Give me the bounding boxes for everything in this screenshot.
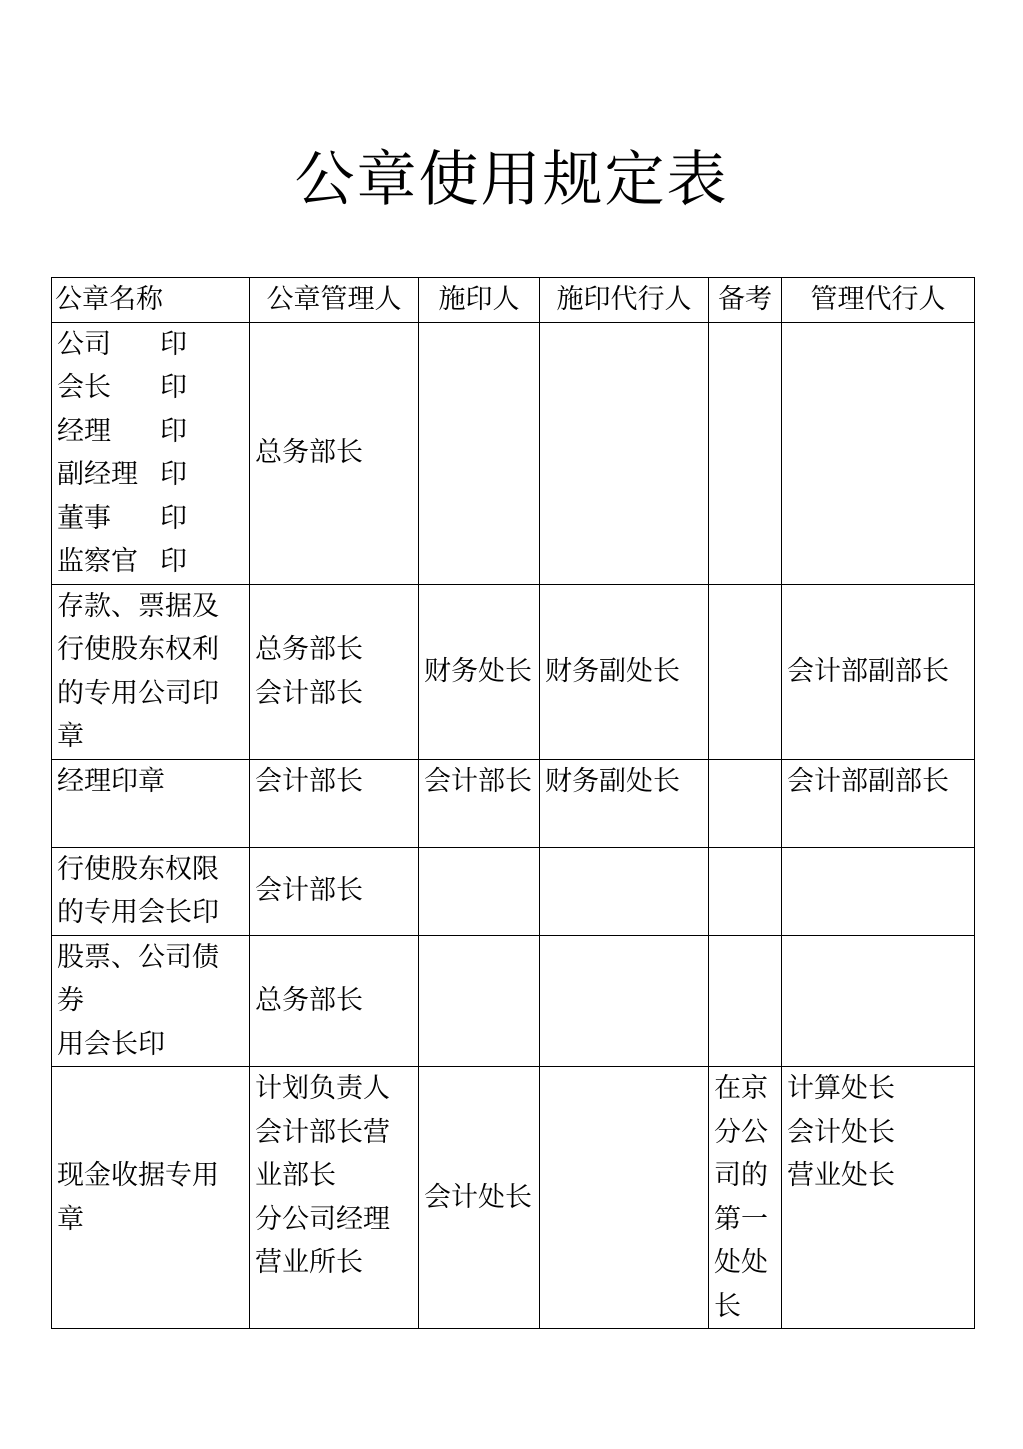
cell-stamper-deputy [540, 1067, 709, 1329]
seal-line: 董事 印 [57, 502, 187, 534]
cell-remarks [709, 584, 782, 759]
cell-remarks: 在京分公司的第一处处长 [709, 1067, 782, 1329]
cell-remarks [709, 322, 782, 584]
cell-seal-name: 行使股东权限的专用会长印 [52, 847, 250, 935]
table-row [52, 759, 975, 847]
seal-line: 会长 印 [57, 372, 187, 403]
cell-remarks [709, 935, 782, 1067]
seal-line: 公司 印 [57, 328, 187, 360]
cell-seal-name: 存款、票据及行使股东权利的专用公司印章 [52, 584, 250, 759]
cell-stamper [419, 322, 540, 584]
cell-manager-deputy [782, 322, 975, 584]
cell-manager-deputy: 会计部副部长 [782, 759, 975, 847]
header-stamper-deputy: 施印代行人 [540, 278, 709, 323]
table-row [52, 935, 975, 1067]
header-seal-manager: 公章管理人 [250, 278, 419, 323]
cell-stamper: 会计处长 [419, 1067, 540, 1329]
cell-manager-deputy [782, 935, 975, 1067]
cell-stamper-deputy [540, 847, 709, 935]
header-remarks: 备考 [709, 278, 782, 323]
seal-line: 经理 印 [57, 415, 187, 447]
cell-seal-manager: 会计部长 [250, 759, 419, 847]
cell-seal-name: 现金收据专用章 [52, 1067, 250, 1329]
cell-stamper: 会计部长 [419, 759, 540, 847]
cell-seal-name: 经理印章 [52, 759, 250, 847]
cell-stamper [419, 847, 540, 935]
table-row [52, 322, 975, 584]
cell-seal-manager: 计划负责人 会计部长营业部长 分公司经理 营业所长 [250, 1067, 419, 1329]
table-row [52, 584, 975, 759]
seal-line: 监察官 印 [57, 546, 187, 577]
cell-stamper-deputy: 财务副处长 [540, 759, 709, 847]
cell-remarks [709, 847, 782, 935]
table-row [52, 1067, 975, 1329]
cell-stamper-deputy: 财务副处长 [540, 584, 709, 759]
cell-remarks [709, 759, 782, 847]
seal-usage-table [51, 277, 975, 1329]
cell-manager-deputy: 会计部副部长 [782, 584, 975, 759]
cell-seal-manager: 总务部长 [250, 935, 419, 1067]
table-header-row [52, 278, 975, 323]
cell-stamper [419, 935, 540, 1067]
header-manager-deputy: 管理代行人 [782, 278, 975, 323]
cell-stamper-deputy [540, 935, 709, 1067]
table-row [52, 847, 975, 935]
cell-seal-manager: 总务部长 [250, 322, 419, 584]
header-stamper: 施印人 [419, 278, 540, 323]
cell-stamper-deputy [540, 322, 709, 584]
cell-seal-manager: 会计部长 [250, 847, 419, 935]
page-title: 公章使用规定表 [294, 145, 729, 215]
cell-seal-name: 股票、公司债券 用会长印 [52, 935, 250, 1067]
cell-seal-name [52, 322, 250, 584]
cell-manager-deputy [782, 847, 975, 935]
cell-seal-manager: 总务部长 会计部长 [250, 584, 419, 759]
cell-stamper: 财务处长 [419, 584, 540, 759]
header-seal-name: 公章名称 [52, 278, 250, 323]
cell-manager-deputy: 计算处长 会计处长 营业处长 [782, 1067, 975, 1329]
seal-line: 副经理 印 [57, 459, 187, 490]
